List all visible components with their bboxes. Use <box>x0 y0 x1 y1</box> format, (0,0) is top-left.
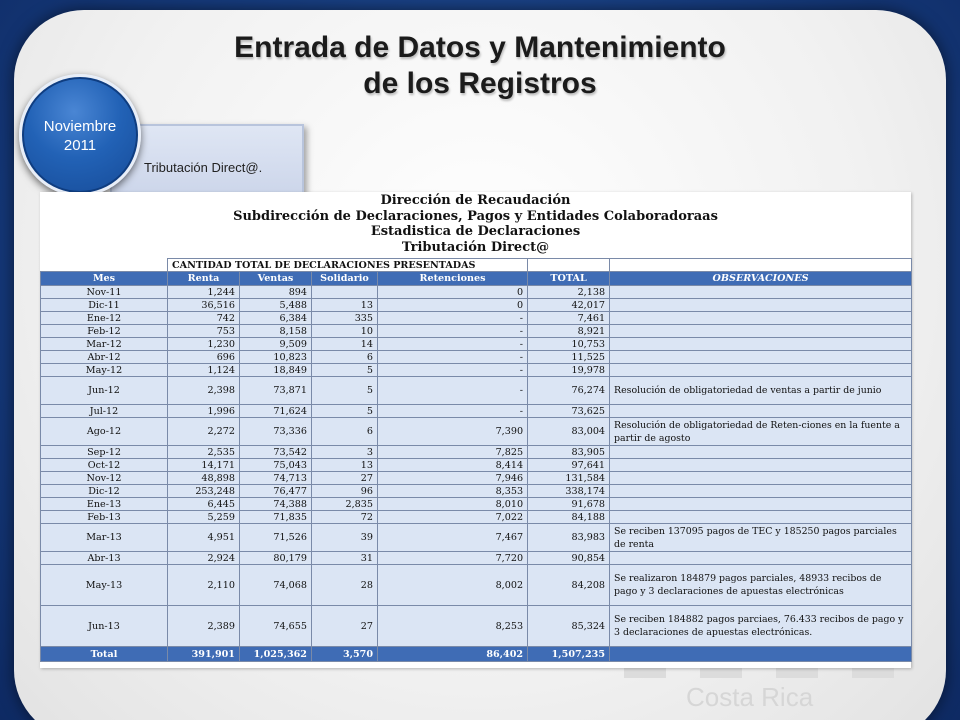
cell-ventas: 9,509 <box>240 338 312 351</box>
cell-retenciones: 7,825 <box>378 446 528 459</box>
table-row <box>41 472 912 485</box>
cell-obs <box>610 364 912 377</box>
table-row <box>41 405 912 418</box>
cell-total: 73,625 <box>528 405 610 418</box>
cell-obs: Se reciben 137095 pagos de TEC y 185250 pagos parciales de renta <box>610 524 912 552</box>
table-row <box>41 299 912 312</box>
cell-renta: 753 <box>168 325 240 338</box>
cell-total: 84,208 <box>528 565 610 606</box>
cell-obs <box>610 552 912 565</box>
cell-ventas: 71,835 <box>240 511 312 524</box>
watermark-text: Costa Rica <box>686 682 814 712</box>
cell-solidario: 39 <box>312 524 378 552</box>
cell-total: 10,753 <box>528 338 610 351</box>
cell-obs: Resolución de obligatoriedad de Reten-ciones en la fuente a partir de agosto <box>610 418 912 446</box>
cell-solidario: 31 <box>312 552 378 565</box>
cell-retenciones: 0 <box>378 299 528 312</box>
table-row <box>41 364 912 377</box>
cell-solidario <box>312 286 378 299</box>
column-header-renta: Renta <box>168 272 240 286</box>
cell-retenciones: 7,022 <box>378 511 528 524</box>
cell-total: 19,978 <box>528 364 610 377</box>
cell-retenciones: - <box>378 312 528 325</box>
spreadsheet-image <box>40 192 911 668</box>
table-caption: CANTIDAD TOTAL DE DECLARACIONES PRESENTADAS <box>168 259 528 272</box>
slide-title-line1: Entrada de Datos y Mantenimiento <box>234 31 726 64</box>
cell-solidario: 335 <box>312 312 378 325</box>
cell-ventas: 74,713 <box>240 472 312 485</box>
cell-mes: Oct-12 <box>41 459 168 472</box>
table-row <box>41 524 912 552</box>
cell-solidario: 13 <box>312 459 378 472</box>
column-header-observaciones: OBSERVACIONES <box>610 272 912 286</box>
cell-mes: Mar-12 <box>41 338 168 351</box>
table-row <box>41 338 912 351</box>
cell-ventas: 18,849 <box>240 364 312 377</box>
cell-mes: Nov-12 <box>41 472 168 485</box>
cell-retenciones: 8,353 <box>378 485 528 498</box>
cell-renta: 48,898 <box>168 472 240 485</box>
cell-renta: 1,124 <box>168 364 240 377</box>
cell-ventas: 73,336 <box>240 418 312 446</box>
cell-renta: 1,996 <box>168 405 240 418</box>
cell-renta: 391,901 <box>168 647 240 662</box>
sheet-heading <box>40 192 911 258</box>
cell-retenciones: - <box>378 377 528 405</box>
table-row <box>41 498 912 511</box>
table-row <box>41 511 912 524</box>
cell-mes: Total <box>41 647 168 662</box>
cell-mes: Jun-13 <box>41 606 168 647</box>
cell-ventas: 6,384 <box>240 312 312 325</box>
cell-total: 2,138 <box>528 286 610 299</box>
cell-obs <box>610 446 912 459</box>
cell-total: 97,641 <box>528 459 610 472</box>
cell-mes: Feb-13 <box>41 511 168 524</box>
cell-ventas: 71,624 <box>240 405 312 418</box>
slide-title <box>0 30 960 102</box>
cell-renta: 36,516 <box>168 299 240 312</box>
cell-mes: Ago-12 <box>41 418 168 446</box>
cell-obs <box>610 299 912 312</box>
cell-ventas: 73,542 <box>240 446 312 459</box>
cell-retenciones: 8,253 <box>378 606 528 647</box>
declarations-table <box>40 258 912 662</box>
cell-retenciones: 8,414 <box>378 459 528 472</box>
cell-total: 83,004 <box>528 418 610 446</box>
table-row <box>41 552 912 565</box>
table-row <box>41 286 912 299</box>
cell-solidario: 5 <box>312 377 378 405</box>
cell-obs <box>610 485 912 498</box>
cell-obs: Se reciben 184882 pagos parciaes, 76.433 recibos de pago y 3 declaraciones de apuestas electrónicas. <box>610 606 912 647</box>
cell-solidario: 96 <box>312 485 378 498</box>
cell-total: 7,461 <box>528 312 610 325</box>
cell-ventas: 8,158 <box>240 325 312 338</box>
cell-solidario: 6 <box>312 418 378 446</box>
cell-obs <box>610 286 912 299</box>
cell-ventas: 75,043 <box>240 459 312 472</box>
cell-ventas: 5,488 <box>240 299 312 312</box>
cell-renta: 2,110 <box>168 565 240 606</box>
cell-renta: 2,272 <box>168 418 240 446</box>
cell-mes: May-13 <box>41 565 168 606</box>
cell-retenciones: 7,946 <box>378 472 528 485</box>
cell-solidario: 72 <box>312 511 378 524</box>
cell-solidario: 3,570 <box>312 647 378 662</box>
table-row <box>41 312 912 325</box>
cell-obs <box>610 405 912 418</box>
cell-renta: 253,248 <box>168 485 240 498</box>
table-caption-row <box>41 259 912 272</box>
cell-retenciones: - <box>378 338 528 351</box>
date-badge <box>19 74 141 196</box>
cell-retenciones: - <box>378 351 528 364</box>
cell-total: 91,678 <box>528 498 610 511</box>
cell-total: 84,188 <box>528 511 610 524</box>
cell-obs <box>610 312 912 325</box>
cell-solidario: 5 <box>312 405 378 418</box>
sheet-heading-2: Subdirección de Declaraciones, Pagos y Entidades Colaboradoraas <box>233 208 718 224</box>
table-total-row <box>41 647 912 662</box>
cell-retenciones: - <box>378 405 528 418</box>
cell-solidario: 28 <box>312 565 378 606</box>
cell-retenciones: 86,402 <box>378 647 528 662</box>
cell-obs <box>610 325 912 338</box>
cell-ventas: 74,068 <box>240 565 312 606</box>
cell-retenciones: - <box>378 325 528 338</box>
cell-total: 338,174 <box>528 485 610 498</box>
cell-mes: Mar-13 <box>41 524 168 552</box>
cell-retenciones: - <box>378 364 528 377</box>
column-header-mes: Mes <box>41 272 168 286</box>
cell-solidario: 27 <box>312 606 378 647</box>
cell-ventas: 74,655 <box>240 606 312 647</box>
table-row <box>41 485 912 498</box>
cell-ventas: 73,871 <box>240 377 312 405</box>
cell-ventas: 10,823 <box>240 351 312 364</box>
table-row <box>41 418 912 446</box>
cell-renta: 6,445 <box>168 498 240 511</box>
cell-ventas: 80,179 <box>240 552 312 565</box>
cell-renta: 696 <box>168 351 240 364</box>
cell-solidario: 3 <box>312 446 378 459</box>
cell-ventas: 74,388 <box>240 498 312 511</box>
table-row <box>41 606 912 647</box>
column-header-ventas: Ventas <box>240 272 312 286</box>
sheet-heading-3: Estadistica de Declaraciones <box>370 224 581 239</box>
cell-total: 42,017 <box>528 299 610 312</box>
column-header-total: TOTAL <box>528 272 610 286</box>
cell-total: 83,905 <box>528 446 610 459</box>
cell-retenciones: 8,010 <box>378 498 528 511</box>
cell-obs: Se realizaron 184879 pagos parciales, 48933 recibos de pago y 3 declaraciones de apuestas electrónicas <box>610 565 912 606</box>
column-header-retenciones: Retenciones <box>378 272 528 286</box>
cell-ventas: 76,477 <box>240 485 312 498</box>
cell-obs <box>610 472 912 485</box>
cell-renta: 1,244 <box>168 286 240 299</box>
cell-obs: Resolución de obligatoriedad de ventas a partir de junio <box>610 377 912 405</box>
cell-mes: Sep-12 <box>41 446 168 459</box>
cell-solidario: 6 <box>312 351 378 364</box>
cell-retenciones: 7,720 <box>378 552 528 565</box>
table-header-row <box>41 272 912 286</box>
cell-solidario: 5 <box>312 364 378 377</box>
cell-obs <box>610 459 912 472</box>
cell-total: 1,507,235 <box>528 647 610 662</box>
cell-retenciones: 0 <box>378 286 528 299</box>
cell-renta: 4,951 <box>168 524 240 552</box>
cell-mes: Dic-12 <box>41 485 168 498</box>
table-row <box>41 459 912 472</box>
cell-retenciones: 8,002 <box>378 565 528 606</box>
cell-total: 76,274 <box>528 377 610 405</box>
slide-title-line2: de los Registros <box>363 67 597 100</box>
cell-solidario: 13 <box>312 299 378 312</box>
cell-mes: Abr-12 <box>41 351 168 364</box>
cell-solidario: 10 <box>312 325 378 338</box>
cell-renta: 5,259 <box>168 511 240 524</box>
cell-obs <box>610 511 912 524</box>
column-header-solidario: Solidario <box>312 272 378 286</box>
cell-solidario: 2,835 <box>312 498 378 511</box>
table-row <box>41 325 912 338</box>
table-row <box>41 351 912 364</box>
cell-retenciones: 7,390 <box>378 418 528 446</box>
cell-renta: 2,535 <box>168 446 240 459</box>
cell-total: 85,324 <box>528 606 610 647</box>
cell-renta: 742 <box>168 312 240 325</box>
cell-ventas: 71,526 <box>240 524 312 552</box>
cell-mes: May-12 <box>41 364 168 377</box>
date-badge-month: Noviembre <box>43 118 117 135</box>
cell-renta: 2,924 <box>168 552 240 565</box>
cell-mes: Abr-13 <box>41 552 168 565</box>
cell-obs <box>610 647 912 662</box>
cell-renta: 2,389 <box>168 606 240 647</box>
cell-total: 90,854 <box>528 552 610 565</box>
cell-ventas: 1,025,362 <box>240 647 312 662</box>
cell-mes: Ene-13 <box>41 498 168 511</box>
cell-renta: 1,230 <box>168 338 240 351</box>
cell-solidario: 27 <box>312 472 378 485</box>
cell-mes: Ene-12 <box>41 312 168 325</box>
cell-ventas: 894 <box>240 286 312 299</box>
date-badge-year: 2011 <box>63 137 97 154</box>
cell-mes: Jul-12 <box>41 405 168 418</box>
cell-mes: Dic-11 <box>41 299 168 312</box>
cell-obs <box>610 338 912 351</box>
table-row <box>41 565 912 606</box>
label-box-text: Tributación Direct@. <box>144 160 263 175</box>
sheet-heading-4: Tributación Direct@ <box>401 239 550 255</box>
cell-retenciones: 7,467 <box>378 524 528 552</box>
cell-total: 8,921 <box>528 325 610 338</box>
cell-mes: Nov-11 <box>41 286 168 299</box>
cell-obs <box>610 351 912 364</box>
sheet-heading-1: Dirección de Recaudación <box>380 193 571 208</box>
cell-solidario: 14 <box>312 338 378 351</box>
cell-renta: 14,171 <box>168 459 240 472</box>
table-row <box>41 446 912 459</box>
declarations-table-body <box>41 259 912 662</box>
cell-total: 83,983 <box>528 524 610 552</box>
cell-total: 131,584 <box>528 472 610 485</box>
cell-mes: Feb-12 <box>41 325 168 338</box>
cell-total: 11,525 <box>528 351 610 364</box>
cell-obs <box>610 498 912 511</box>
cell-renta: 2,398 <box>168 377 240 405</box>
cell-mes: Jun-12 <box>41 377 168 405</box>
table-row <box>41 377 912 405</box>
